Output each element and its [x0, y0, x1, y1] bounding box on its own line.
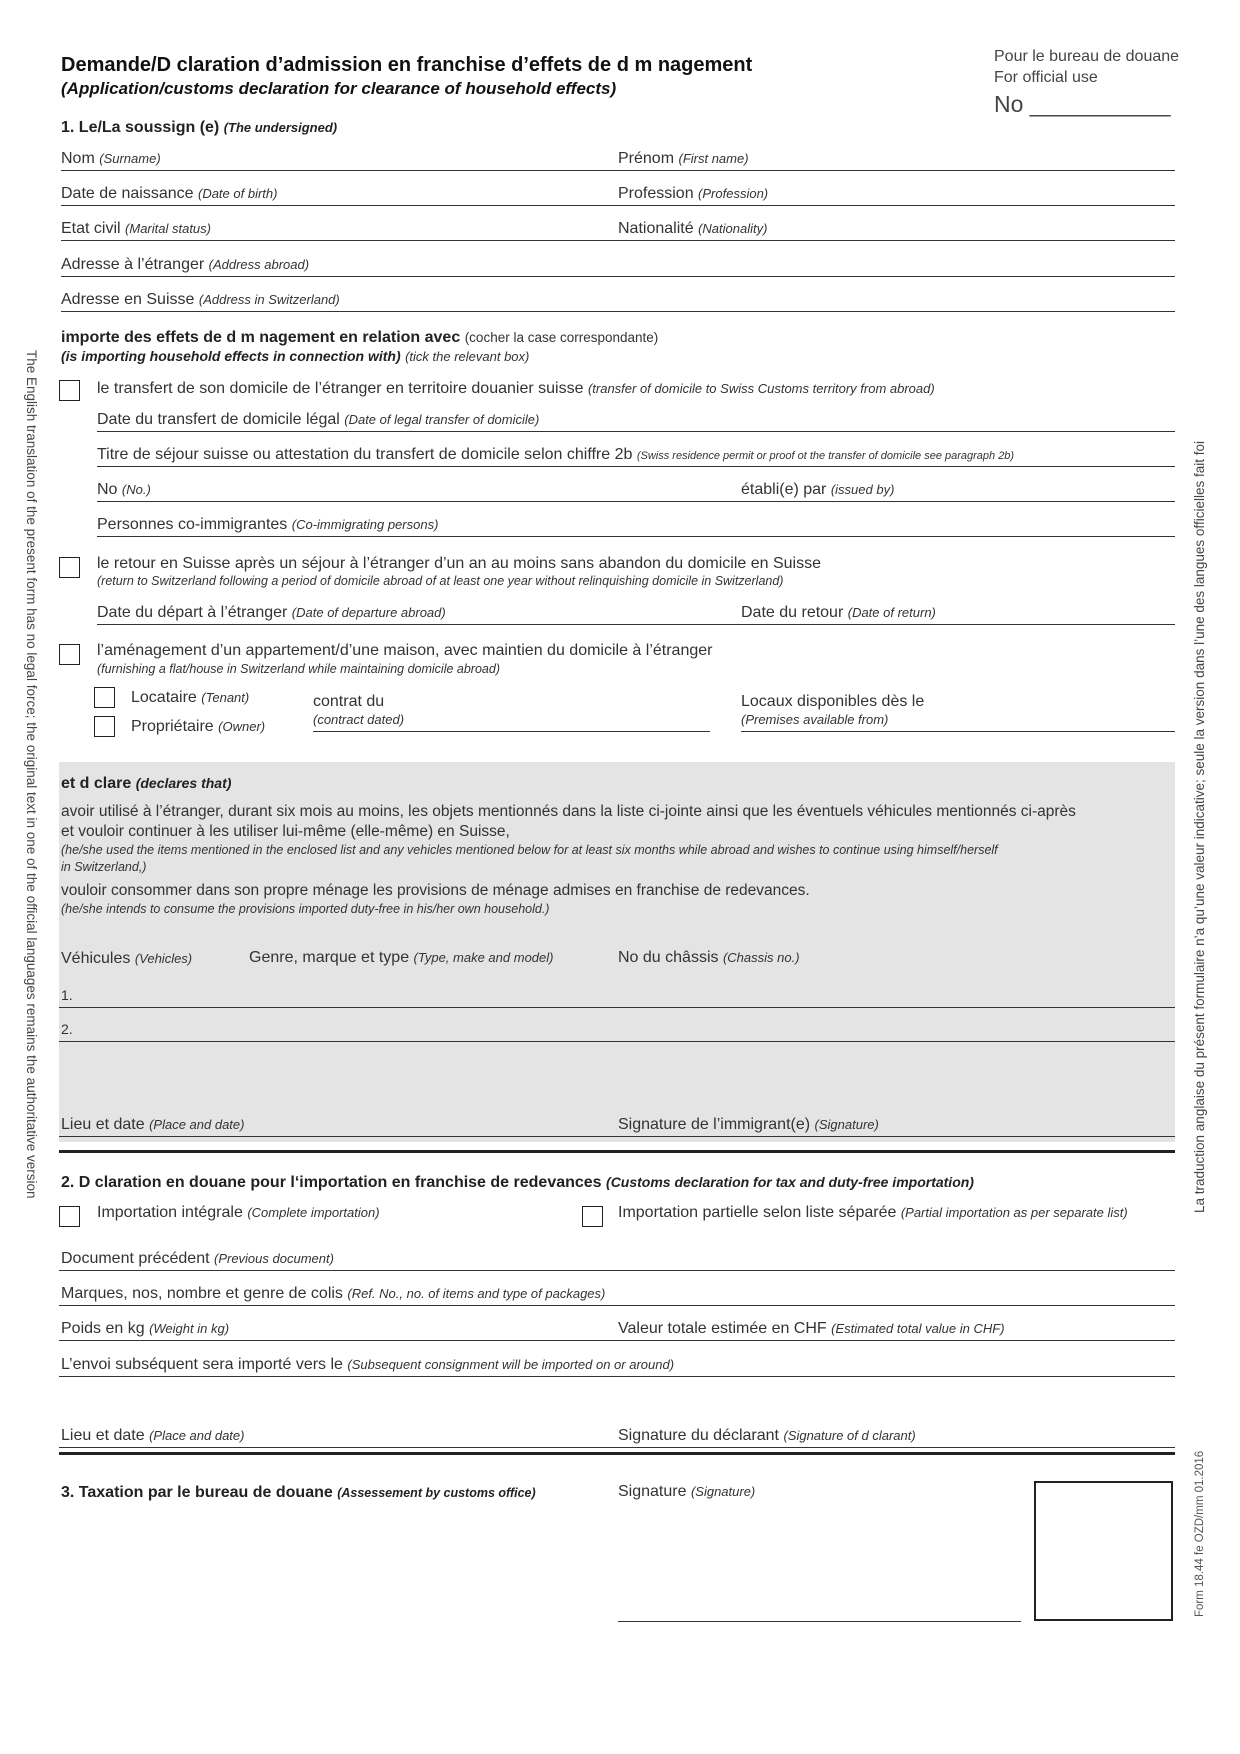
section1-heading: 1. Le/La soussign (e) (The undersigned): [61, 119, 338, 136]
customs-signature-line[interactable]: [618, 1621, 1021, 1622]
vehicle-row-1-line[interactable]: [59, 1007, 1175, 1008]
declarant-signature-line[interactable]: [59, 1447, 1175, 1448]
importe-heading: importe des effets de d m nagement en relation avec (cocher la case correspondante): [61, 329, 659, 346]
premises-line[interactable]: [741, 731, 1175, 732]
declarant-signature-label: Signature du déclarant (Signature of d clarant): [618, 1427, 916, 1444]
issued-by-label: établi(e) par (issued by): [741, 481, 895, 498]
transfer-date-line[interactable]: [97, 431, 1175, 432]
address-swiss-line[interactable]: [61, 311, 1175, 312]
weight-label: Poids en kg (Weight in kg): [61, 1320, 230, 1337]
co-immigrants-label: Personnes co-immigrantes (Co-immigrating persons): [97, 516, 439, 533]
return-switzerland-checkbox[interactable]: [59, 557, 80, 578]
tenant-checkbox[interactable]: [94, 687, 115, 708]
owner-label: Propriétaire (Owner): [131, 718, 266, 735]
surname-label: Nom (Surname): [61, 150, 161, 167]
address-swiss-label: Adresse en Suisse (Address in Switzerland): [61, 291, 340, 308]
form-title: Demande/D claration d’admission en franchise d’effets de d m nagement: [61, 54, 753, 76]
section2-heading: 2. D claration en douane pour l‘importation en franchise de redevances (Customs declaration for tax and duty-free importation): [61, 1174, 974, 1191]
declares-text-2: vouloir consommer dans son propre ménage les provisions de ménage admises en franchise de redevances.: [61, 882, 810, 899]
weight-line[interactable]: [59, 1340, 1175, 1341]
vehicle-row-2-line[interactable]: [59, 1041, 1175, 1042]
address-abroad-line[interactable]: [61, 276, 1175, 277]
packages-line[interactable]: [59, 1305, 1175, 1306]
contract-label: contrat du: [313, 693, 385, 710]
co-immigrants-line[interactable]: [97, 536, 1175, 537]
profession-label: Profession (Profession): [618, 185, 769, 202]
departure-date-label: Date du départ à l’étranger (Date of departure abroad): [97, 604, 446, 621]
permit-number-label: No (No.): [97, 481, 151, 498]
declares-text-1-en-b: in Switzerland,): [61, 860, 147, 874]
contract-label-en: (contract dated): [313, 712, 405, 727]
subsequent-label: L’envoi subséquent sera importé vers le (Subsequent consignment will be imported on or around): [61, 1356, 675, 1373]
packages-label: Marques, nos, nombre et genre de colis (Ref. No., no. of items and type of packages): [61, 1285, 606, 1302]
left-margin-notice: The English translation of the present form has no legal force; the original text in one of the official languages remains the authoritative version: [24, 350, 39, 1199]
official-number[interactable]: No ___________: [994, 91, 1171, 117]
section-divider-2: [59, 1150, 1175, 1153]
value-label: Valeur totale estimée en CHF (Estimated total value in CHF): [618, 1320, 1005, 1337]
declares-text-1b: et vouloir continuer à les utiliser lui-même (elle-même) en Suisse,: [61, 823, 510, 840]
immigrant-signature-label: Signature de l’immigrant(e) (Signature): [618, 1116, 879, 1133]
declares-heading: et d clare (declares that): [61, 775, 232, 792]
transfer-domicile-checkbox[interactable]: [59, 380, 80, 401]
chassis-label: No du châssis (Chassis no.): [618, 949, 800, 966]
owner-checkbox[interactable]: [94, 716, 115, 737]
previous-document-label: Document précédent (Previous document): [61, 1250, 334, 1267]
declares-text-2-en: (he/she intends to consume the provisions imported duty-free in his/her own household.): [61, 902, 550, 916]
residence-permit-label: Titre de séjour suisse ou attestation du transfert de domicile selon chiffre 2b (Swiss residence permit or proof ot the transfer of domicile see paragraph 2b): [97, 446, 1015, 463]
form-subtitle: (Application/customs declaration for clearance of household effects): [61, 79, 617, 98]
official-use-en: For official use: [994, 69, 1098, 86]
firstname-label: Prénom (First name): [618, 150, 749, 167]
contract-line[interactable]: [313, 731, 710, 732]
partial-import-label: Importation partielle selon liste séparée (Partial importation as per separate list): [618, 1204, 1128, 1221]
address-abroad-label: Adresse à l’étranger (Address abroad): [61, 256, 310, 273]
marital-line[interactable]: [61, 240, 1175, 241]
premises-label: Locaux disponibles dès le: [741, 693, 925, 710]
place-date-label-1: Lieu et date (Place and date): [61, 1116, 245, 1133]
tenant-label: Locataire (Tenant): [131, 689, 250, 706]
importe-heading-en: (is importing household effects in connection with) (tick the relevant box): [61, 348, 530, 364]
customs-signature-label: Signature (Signature): [618, 1483, 756, 1500]
declares-text-1-en: (he/she used the items mentioned in the enclosed list and any vehicles mentioned below for at least six months while abroad and wishes to continue using himself/herself: [61, 843, 998, 857]
subsequent-line[interactable]: [59, 1376, 1175, 1377]
place-date-label-2: Lieu et date (Place and date): [61, 1427, 245, 1444]
form-number: Form 18.44 fe OZD/mm 01.2016: [1194, 1450, 1206, 1617]
return-switzerland-label-en: (return to Switzerland following a period of domicile abroad of at least one year without relinquishing domicile in Switzerland): [97, 574, 784, 588]
birthdate-line[interactable]: [61, 205, 1175, 206]
transfer-date-label: Date du transfert de domicile légal (Date of legal transfer of domicile): [97, 411, 540, 428]
premises-label-en: (Premises available from): [741, 712, 889, 727]
official-use-fr: Pour le bureau de douane: [994, 48, 1180, 65]
complete-import-label: Importation intégrale (Complete importation): [97, 1204, 380, 1221]
departure-date-line[interactable]: [97, 624, 1175, 625]
vehicle-row-1: 1.: [61, 987, 73, 1003]
vehicle-row-2: 2.: [61, 1021, 73, 1037]
birthdate-label: Date de naissance (Date of birth): [61, 185, 278, 202]
complete-import-checkbox[interactable]: [59, 1206, 80, 1227]
section-divider-3: [59, 1452, 1175, 1455]
return-switzerland-label: le retour en Suisse après un séjour à l’étranger d’un an au moins sans abandon du domicile en Suisse: [97, 555, 821, 572]
section3-heading: 3. Taxation par le bureau de douane (Assessement by customs office): [61, 1484, 536, 1501]
vehicle-type-label: Genre, marque et type (Type, make and model): [249, 949, 554, 966]
right-margin-notice: La traduction anglaise du présent formulaire n’a qu’une valeur indicative; seule la version dans l’une des langues officielles fait foi: [1192, 441, 1207, 1213]
partial-import-checkbox[interactable]: [582, 1206, 603, 1227]
furnishing-label-en: (furnishing a flat/house in Switzerland while maintaining domicile abroad): [97, 662, 500, 676]
return-date-label: Date du retour (Date of return): [741, 604, 936, 621]
declares-text-1: avoir utilisé à l’étranger, durant six mois au moins, les objets mentionnés dans la liste ci-jointe ainsi que les éventuels véhicules mentionnés ci-après: [61, 803, 1076, 820]
surname-line[interactable]: [61, 170, 1175, 171]
immigrant-signature-line[interactable]: [59, 1136, 1175, 1137]
furnishing-label: l’aménagement d’un appartement/d’une maison, avec maintien du domicile à l’étranger: [97, 642, 713, 659]
previous-document-line[interactable]: [59, 1270, 1175, 1271]
transfer-domicile-label: le transfert de son domicile de l’étranger en territoire douanier suisse (transfer of domicile to Swiss Customs territory from abroad): [97, 380, 935, 397]
marital-label: Etat civil (Marital status): [61, 220, 211, 237]
vehicles-label: Véhicules (Vehicles): [61, 950, 193, 967]
nationality-label: Nationalité (Nationality): [618, 220, 768, 237]
customs-stamp-box[interactable]: [1034, 1481, 1173, 1621]
permit-number-line[interactable]: [97, 501, 1175, 502]
furnishing-checkbox[interactable]: [59, 644, 80, 665]
residence-permit-line[interactable]: [97, 466, 1175, 467]
